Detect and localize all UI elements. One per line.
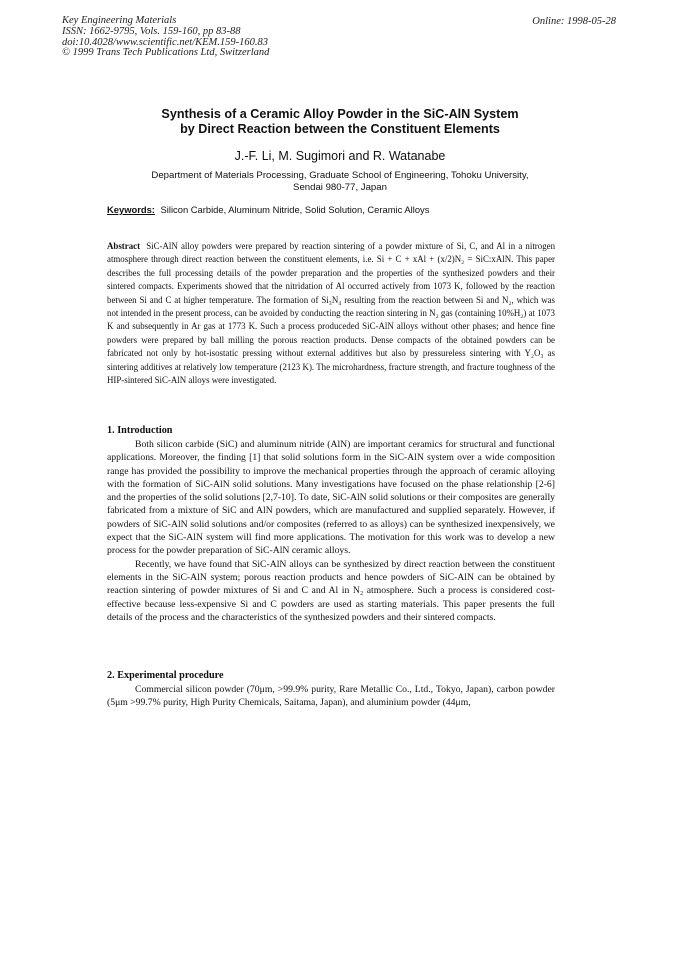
abstract-text: SiC-AlN alloy powders were prepared by reaction sintering of a powder mixture of Si, C, and Al in a nitrogen atmosphere through direct reaction between the constituent elements, i.e. Si + C + xAl + (x/2)N₂ = SiC:xAlN. This paper describes the full processing details of the powder preparation and the properties of the synthesized powders and their sintered compacts. Experiments showed that the nitridation of Al occurred actively from 1073 K, followed by the reaction between Si and C at higher temperature. The formation of Si₃N₄ resulting from the reaction between Si and N₂, which was not intended in the present process, can be avoided by conducting the reaction sintering in N₂ gas (containing 10%H₂) at 1073 K and subsequently in Ar gas at 1773 K. Such a process produceded SiC-AlN alloys without other phases; and hence fine powders were prepared by ball milling the porous reaction products. Dense compacts of the obtained powders can be fabricated not only by hot-isostatic pressing without external additives but also by pressureless sintering with Y₂O₃ as sintering additives at relatively low temperature (2123 K). The microhardness, fracture strength, and fracture toughness of the HIP-sintered SiC-AlN alloys were investigated. [107,241,556,386]
affiliation [60,170,620,194]
keywords-list: Silicon Carbide, Aluminum Nitride, Solid Solution, Ceramic Alloys [160,204,430,215]
doi-line[interactable]: doi:10.4028/www.scientific.net/KEM.159-160.83 [62,36,268,48]
journal-metadata [62,16,422,59]
abstract-label: Abstract [107,241,141,251]
section-heading-experimental: 2. Experimental procedure [107,670,224,681]
paper-title [60,107,620,137]
title-line-1: Synthesis of a Ceramic Alloy Powder in the SiC-AlN System [161,107,519,121]
keywords [107,204,617,216]
online-date: Online: 1998-05-28 [532,16,616,27]
experimental-paragraph-1: Commercial silicon powder (70μm, >99.9% purity, Rare Metallic Co., Ltd., Tokyo, Japan), carbon powder (5μm >99.7% purity, High Purity Chemicals, Saitama, Japan), and aluminium powder (44μm, [107,684,555,709]
issn-line: ISSN: 1662-9795, Vols. 159-160, pp 83-88 [62,25,241,37]
introduction-body [107,438,555,624]
introduction-paragraph-2: Recently, we have found that SiC-AlN alloys can be synthesized by direct reaction between the constituent elements in the SiC-AlN system; porous reaction products and hence powders of SiC-AlN can be obtained by reaction sintering of powder mixtures of Si and C and Al in N₂ atmosphere. Such a process is considered cost-effective because less-expensive Si and C powders are used as starting materials. This paper presents the full details of the process and the characteristics of the synthesized powders and their sintered compacts. [107,558,555,623]
introduction-paragraph-1: Both silicon carbide (SiC) and aluminum nitride (AlN) are important ceramics for structural and functional applications. Moreover, the finding [1] that solid solutions form in the SiC-AlN system over a wide composition range has provided the possibility to improve the mechanical properties through the approach of ceramic alloying with the formation of SiC-AlN solid solutions. Many investigations have focused on the phase relationship [2-6] and the properties of the solid solutions [2,7-10]. To date, SiC-AlN solid solutions or their composites are generally fabricated from a mixture of SiC and AlN powders, which are manufactured and supplied separately. However, if powders of SiC-AlN solid solutions and/or composites (referred to as alloys) can be synthesized inexpensively, we expect that the SiC-AlN system will find more applications. The motivation for this work was to develop a new process for the powder preparation of SiC-AlN ceramic alloys. [107,439,555,557]
section-heading-introduction: 1. Introduction [107,425,173,436]
keywords-label: Keywords: [107,204,155,215]
experimental-body [107,683,555,710]
journal-name: Key Engineering Materials [62,15,177,26]
affiliation-line-2: Sendai 980-77, Japan [293,182,387,193]
copyright-line: © 1999 Trans Tech Publications Ltd, Switzerland [62,47,270,59]
affiliation-line-1: Department of Materials Processing, Graduate School of Engineering, Tohoku University, [151,170,529,181]
authors: J.-F. Li, M. Sugimori and R. Watanabe [234,149,446,163]
abstract [107,240,555,387]
title-line-2: by Direct Reaction between the Constituent Elements [180,122,500,136]
